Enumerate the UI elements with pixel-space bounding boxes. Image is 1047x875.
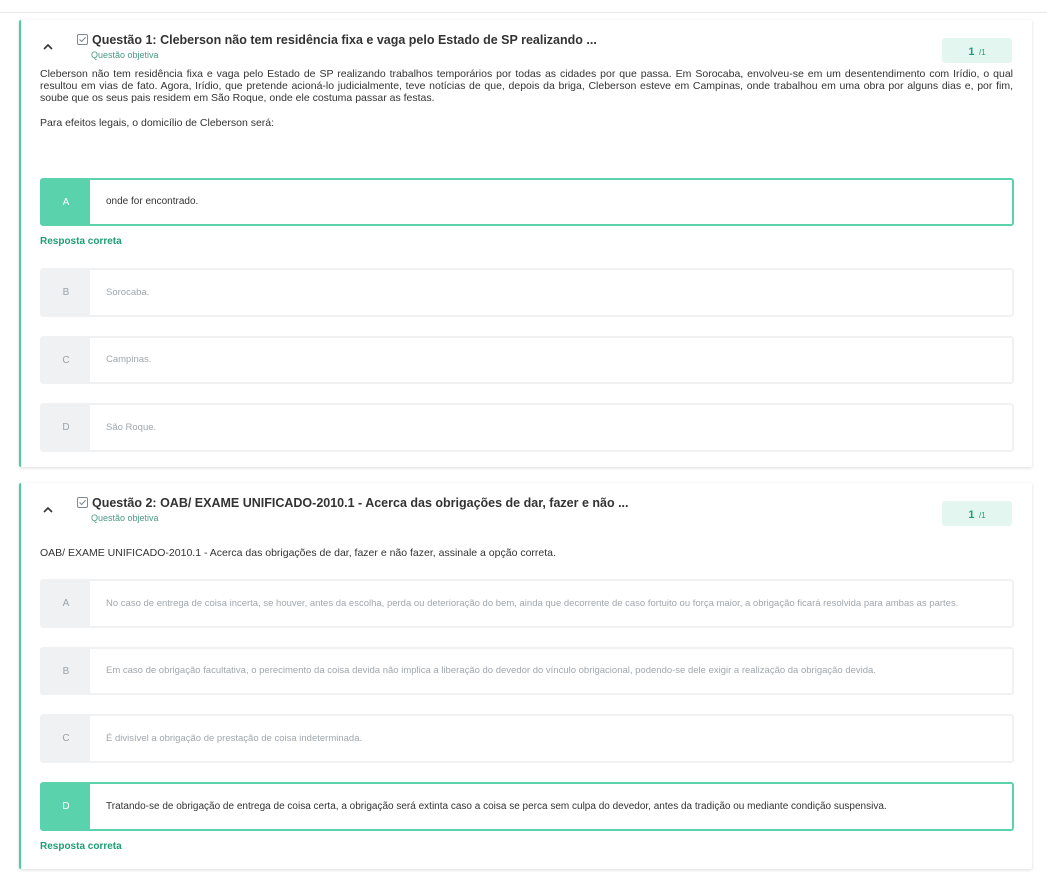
option-letter: C	[42, 338, 90, 382]
chevron-up-icon[interactable]	[41, 503, 55, 517]
option-letter: A	[42, 180, 90, 224]
score-value: 1	[968, 509, 975, 521]
checkbox-icon	[77, 34, 88, 45]
score-badge	[942, 501, 1012, 526]
option-text: Sorocaba.	[106, 286, 150, 298]
option-text: onde for encontrado.	[106, 196, 199, 207]
question-title-text: Questão 1: Cleberson não tem residência fixa e vaga pelo Estado de SP realizando ...	[92, 33, 597, 47]
correct-answer-label: Resposta correta	[40, 841, 122, 852]
option-text: Tratando-se de obrigação de entrega de coisa certa, a obrigação será extinta caso a coisa se perca sem culpa do devedor, antes da tradição ou mediante condição suspensiva.	[106, 800, 887, 812]
question-title	[77, 33, 897, 47]
option-text: Em caso de obrigação facultativa, o perecimento da coisa devida não implica a liberação do devedor do vínculo obrigacional, podendo-se dele exigir a realização da obrigação devida.	[106, 665, 876, 676]
chevron-up-icon[interactable]	[41, 40, 55, 54]
score-total: /1	[978, 48, 986, 57]
question-body	[21, 68, 1032, 129]
question-subtitle: Questão objetiva	[91, 513, 159, 523]
question-header	[21, 483, 1032, 531]
question-title-wrap	[77, 33, 897, 60]
question-title-wrap	[77, 496, 897, 523]
option-text: É divisível a obrigação de prestação de coisa indeterminada.	[106, 732, 363, 744]
option-d[interactable]	[40, 782, 1014, 831]
question-prompt: Para efeitos legais, o domicílio de Cleberson será:	[40, 117, 275, 129]
option-d[interactable]	[40, 403, 1014, 452]
option-letter: B	[42, 649, 90, 693]
option-letter: C	[42, 716, 90, 761]
option-b[interactable]	[40, 268, 1014, 317]
question-text: OAB/ EXAME UNIFICADO-2010.1 - Acerca das obrigações de dar, fazer e não fazer, assinale a opção correta.	[40, 547, 556, 559]
question-title-text: Questão 2: OAB/ EXAME UNIFICADO-2010.1 - Acerca das obrigações de dar, fazer e não ...	[92, 496, 629, 510]
question-header	[21, 20, 1032, 68]
option-text: Campinas.	[106, 354, 152, 365]
option-a[interactable]	[40, 178, 1014, 226]
checkbox-icon	[77, 497, 88, 508]
option-letter: B	[42, 270, 90, 315]
question-title	[77, 496, 897, 510]
option-a[interactable]	[40, 579, 1014, 628]
score-total: /1	[978, 511, 986, 520]
question-text: Cleberson não tem residência fixa e vaga pelo Estado de SP realizando trabalhos temporários por todas as cidades por que passa. Em Sorocaba, envolveu-se em um desentendimento com Irídio, o qual resultou em vias de fato. Agora, Irídio, que pretende acioná-lo judicialmente, teve notícias de que, depois da briga, Cleberson esteve em Campinas, onde trabalhou em uma obra por alguns dias e, por fim, soube que os seus pais residem em São Roque, onde ele costuma passar as festas.	[40, 68, 1013, 104]
correct-answer-label: Resposta correta	[40, 236, 122, 247]
option-c[interactable]	[40, 714, 1014, 763]
option-letter: A	[42, 581, 90, 626]
question-subtitle: Questão objetiva	[91, 50, 159, 60]
question-card-1	[19, 20, 1032, 467]
option-letter: D	[42, 405, 90, 450]
question-card-2	[19, 483, 1032, 869]
option-text: São Roque.	[106, 421, 157, 433]
question-body	[21, 531, 1032, 559]
score-value: 1	[968, 46, 975, 58]
top-strip	[0, 0, 1047, 13]
option-b[interactable]	[40, 647, 1014, 695]
option-c[interactable]	[40, 336, 1014, 384]
score-badge	[942, 38, 1012, 63]
option-letter: D	[42, 784, 90, 829]
option-text: No caso de entrega de coisa incerta, se houver, antes da escolha, perda ou deterioração do bem, ainda que decorrente de caso fortuito ou força maior, a obrigação ficará resolvida para ambas as partes.	[106, 597, 959, 609]
